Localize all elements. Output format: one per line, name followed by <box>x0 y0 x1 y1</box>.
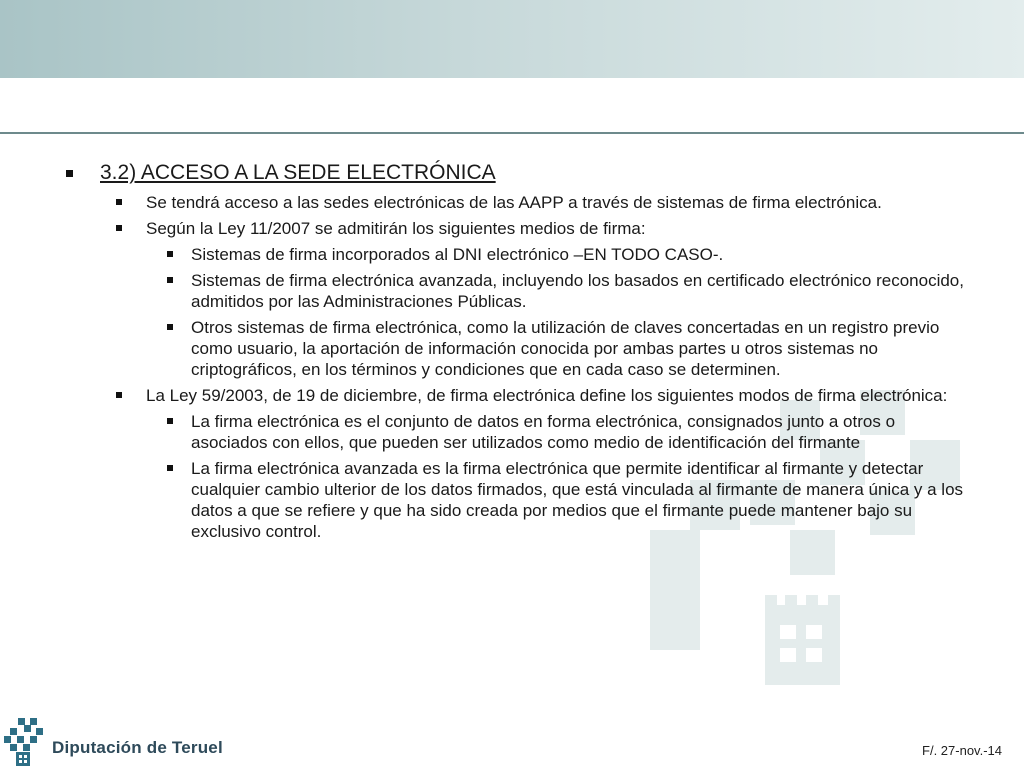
list-item-text: Otros sistemas de firma electrónica, como la utilización de claves concertadas en un registro previo como usuario, la aportación de información conocida por ambas partes u otros sistemas no criptográficos, en los términos y condiciones que en cada caso se determinen. <box>191 318 940 379</box>
list-item-text: La firma electrónica es el conjunto de datos en forma electrónica, consignados junto a otros o asociados con ellos, que pueden ser utilizados como medio de identificación del firmante <box>191 412 896 452</box>
header-band <box>0 0 1024 78</box>
square-bullet-icon <box>167 277 173 283</box>
list-subitem <box>64 270 964 312</box>
diputacion-logo <box>4 716 244 766</box>
list-item-text: La firma electrónica avanzada es la firma electrónica que permite identificar al firmante y detectar cualquier cambio ulterior de los datos firmados, que está vinculada al firmante de manera única y a los datos a que se refiere y que ha sido creada por medios que el firmante puede mantener bajo su exclusivo control. <box>191 459 964 541</box>
square-bullet-icon <box>116 392 122 398</box>
list-item-text: Según la Ley 11/2007 se admitirán los siguientes medios de firma: <box>146 219 646 238</box>
square-bullet-icon <box>66 170 73 177</box>
square-bullet-icon <box>167 251 173 257</box>
list-item <box>64 218 964 239</box>
square-bullet-icon <box>167 324 173 330</box>
slide-content <box>64 160 964 547</box>
heading-bullet <box>64 160 964 186</box>
list-subitem <box>64 411 964 453</box>
square-bullet-icon <box>116 199 122 205</box>
list-subitem <box>64 244 964 265</box>
square-bullet-icon <box>167 465 173 471</box>
list-item-text: Sistemas de firma electrónica avanzada, incluyendo los basados en certificado electrónico reconocido, admitidos por las Administraciones Públicas. <box>191 271 964 311</box>
footer-date: F/. 27-nov.-14 <box>922 743 1002 758</box>
list-item <box>64 192 964 213</box>
list-item-text: La Ley 59/2003, de 19 de diciembre, de firma electrónica define los siguientes modos de firma electrónica: <box>146 386 948 405</box>
castle-logo-icon <box>4 716 48 766</box>
square-bullet-icon <box>167 418 173 424</box>
square-bullet-icon <box>116 225 122 231</box>
list-item-text: Se tendrá acceso a las sedes electrónicas de las AAPP a través de sistemas de firma electrónica. <box>146 193 882 212</box>
list-item <box>64 385 964 406</box>
list-subitem <box>64 458 964 542</box>
list-item-text: Sistemas de firma incorporados al DNI electrónico –EN TODO CASO-. <box>191 245 724 264</box>
header-divider <box>0 132 1024 134</box>
slide-heading: 3.2) ACCESO A LA SEDE ELECTRÓNICA <box>100 161 496 184</box>
list-subitem <box>64 317 964 380</box>
logo-text: Diputación de Teruel <box>52 738 223 757</box>
